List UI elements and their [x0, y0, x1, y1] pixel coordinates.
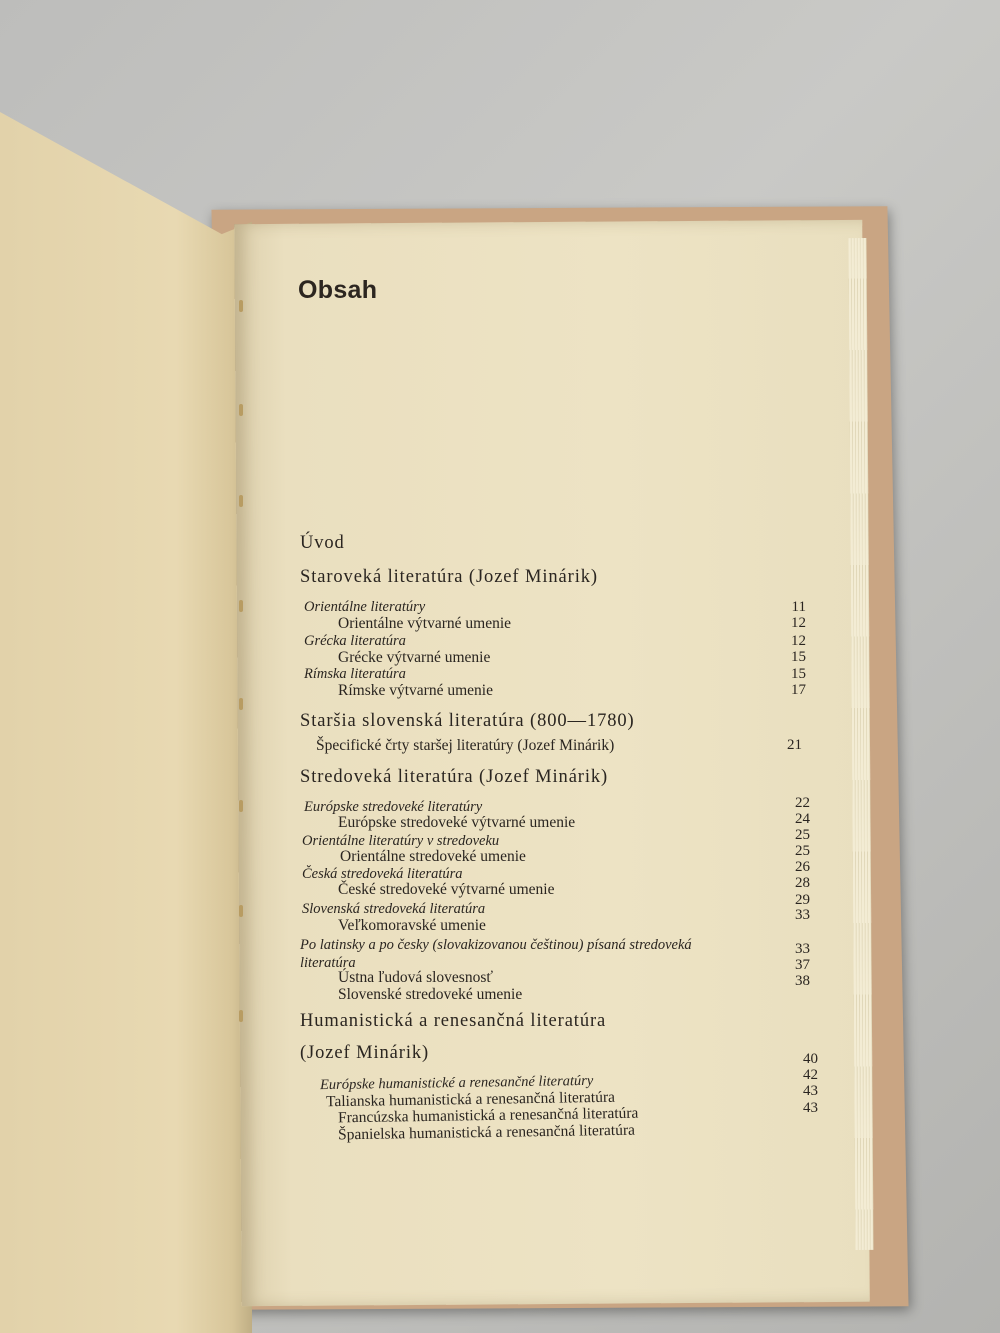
toc-section: (Jozef Minárik) — [300, 1043, 430, 1063]
toc-section: Staršia slovenská literatúra (800—1780) — [300, 711, 635, 731]
page-number: 15 — [791, 666, 806, 682]
page-number: 33 — [795, 941, 810, 957]
toc-section: Úvod — [300, 533, 345, 553]
left-page — [0, 112, 252, 1333]
toc-subentry: Veľkomoravské umenie — [338, 917, 486, 934]
toc-section: Humanistická a renesančná literatúra — [300, 1011, 607, 1031]
toc-section: Stredoveká literatúra (Jozef Minárik) — [300, 767, 609, 787]
binding-stitch — [239, 1010, 243, 1022]
page-number: 37 — [795, 957, 810, 973]
page-number: 15 — [791, 649, 806, 665]
page-number: 25 — [795, 827, 810, 843]
toc-entry: literatúra — [300, 955, 356, 971]
right-page — [234, 220, 870, 1306]
toc-subentry: Slovenské stredoveké umenie — [338, 986, 523, 1003]
toc-subentry: Európske stredoveké výtvarné umenie — [338, 814, 576, 831]
binding-stitch — [239, 800, 243, 812]
toc-entry: Grécka literatúra — [304, 633, 406, 649]
page-number: 40 — [803, 1051, 818, 1067]
page-number: 29 — [795, 892, 810, 908]
toc-subentry: Špecifické črty staršej literatúry (Jozef Minárik) — [316, 737, 615, 754]
page-number: 21 — [787, 737, 802, 753]
page-number: 43 — [803, 1100, 818, 1116]
toc-subentry: Orientálne výtvarné umenie — [338, 615, 512, 632]
toc-subentry: České stredoveké výtvarné umenie — [338, 881, 555, 898]
toc-entry: Orientálne literatúry — [304, 599, 426, 615]
toc-subentry: Francúzska humanistická a renesančná literatúra — [337, 1104, 639, 1127]
page-number: 22 — [795, 795, 810, 811]
toc-title: Obsah — [298, 276, 378, 304]
page-number: 25 — [795, 843, 810, 859]
binding-stitch — [239, 404, 243, 416]
page-number: 42 — [803, 1067, 818, 1083]
binding-stitch — [239, 300, 243, 312]
page-number: 26 — [795, 859, 810, 875]
toc-section: Staroveká literatúra (Jozef Minárik) — [300, 567, 598, 587]
binding-stitch — [239, 495, 243, 507]
page-number: 12 — [791, 615, 806, 631]
toc-entry: Orientálne literatúry v stredoveku — [302, 833, 500, 849]
page-number: 43 — [803, 1083, 818, 1099]
toc-entry: Európske humanistické a renesančné literatúry — [319, 1072, 594, 1094]
toc-entry: Po latinsky a po česky (slovakizovanou češtinou) písaná stredoveká — [300, 937, 692, 953]
binding-stitch — [239, 698, 243, 710]
page-number: 11 — [791, 599, 806, 615]
toc-entry: Česká stredoveká literatúra — [302, 866, 463, 882]
toc-subentry: Talianska humanistická a renesančná literatúra — [325, 1088, 616, 1111]
page-number: 24 — [795, 811, 810, 827]
toc-subentry: Grécke výtvarné umenie — [338, 649, 491, 666]
toc-entry: Európske stredoveké literatúry — [304, 799, 483, 815]
toc-subentry: Ústna ľudová slovesnosť — [338, 969, 493, 986]
binding-stitch — [239, 905, 243, 917]
toc-subentry: Orientálne stredoveké umenie — [340, 848, 526, 865]
page-number: 28 — [795, 875, 810, 891]
page-number: 12 — [791, 633, 806, 649]
toc-subentry: Španielska humanistická a renesančná literatúra — [337, 1121, 636, 1144]
toc-entry: Rímska literatúra — [304, 666, 406, 682]
binding-stitch — [239, 600, 243, 612]
toc-subentry: Rímske výtvarné umenie — [338, 682, 493, 699]
page-number: 33 — [795, 907, 810, 923]
toc-entry: Slovenská stredoveká literatúra — [302, 901, 486, 917]
page-number: 38 — [795, 973, 810, 989]
page-number: 17 — [791, 682, 806, 698]
